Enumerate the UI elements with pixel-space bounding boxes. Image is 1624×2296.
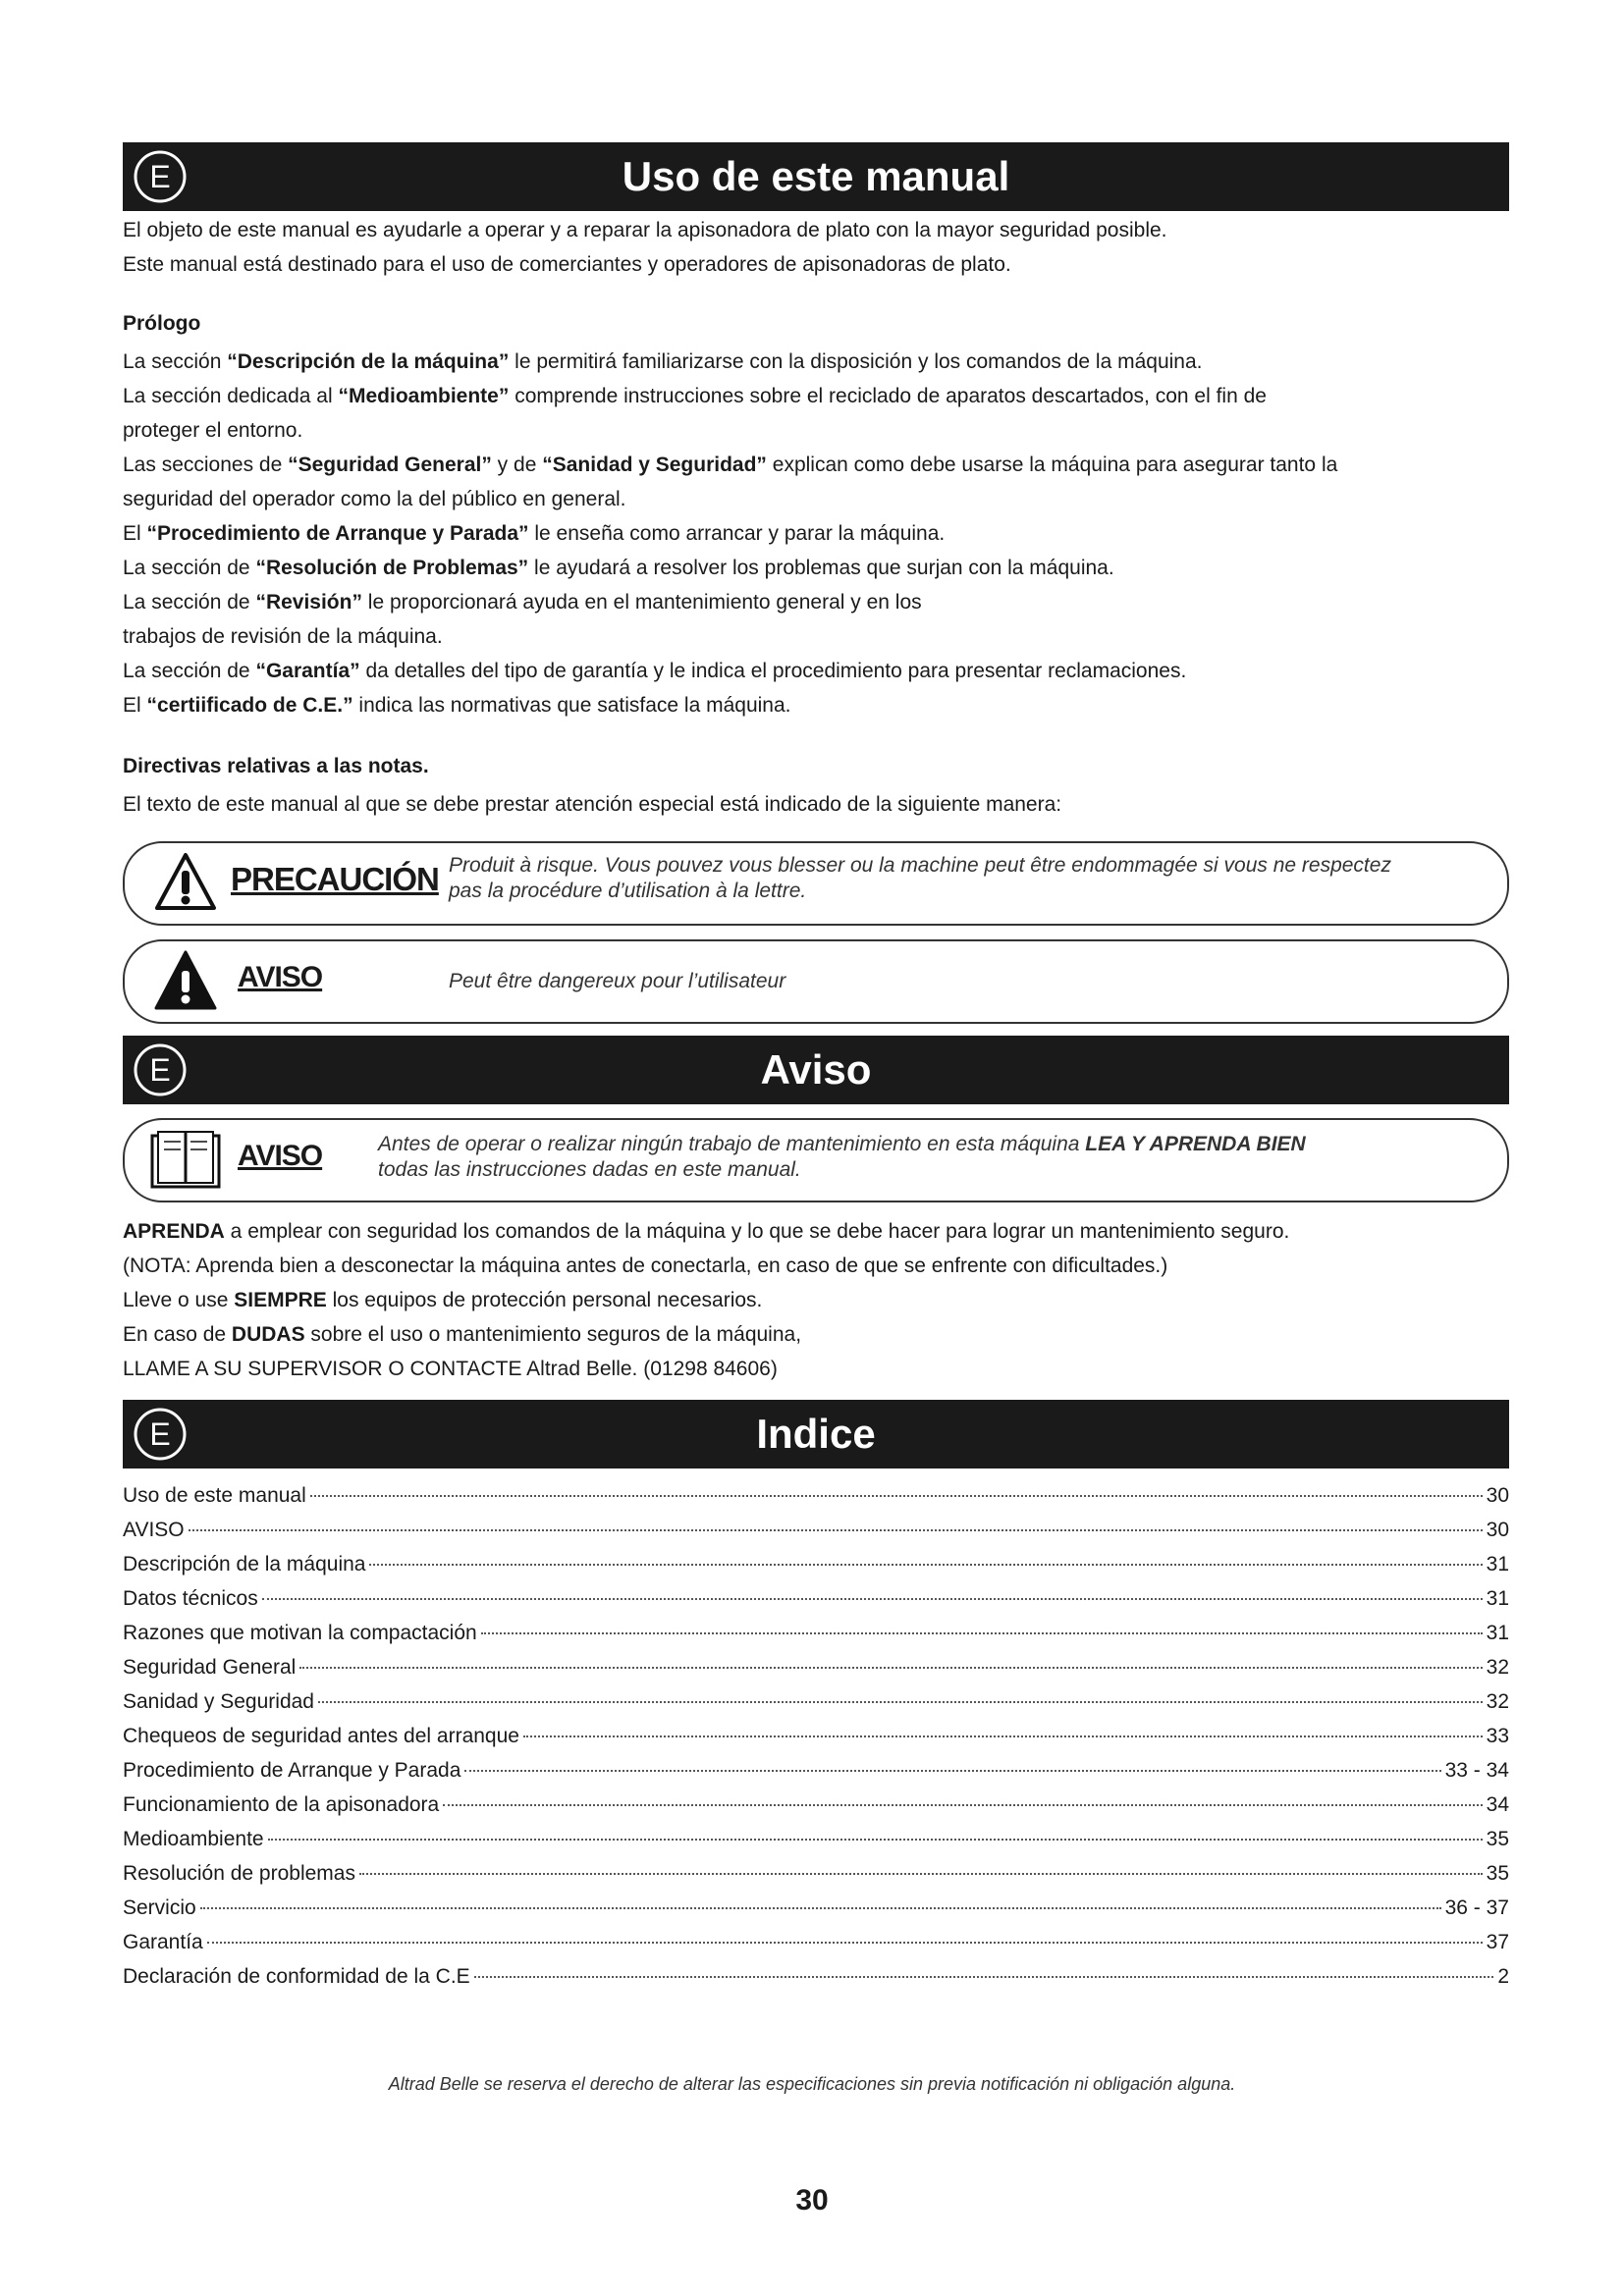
intro-text	[123, 213, 1509, 282]
toc-leader-dots	[268, 1839, 1483, 1841]
toc-entry-page: 2	[1497, 1965, 1509, 1988]
section-title-aviso: Aviso	[760, 1046, 872, 1093]
svg-text:E: E	[149, 159, 171, 194]
toc-entry	[123, 1513, 1509, 1547]
toc-entry	[123, 1856, 1509, 1891]
section-banner-aviso	[123, 1036, 1509, 1104]
prologue-line: seguridad del operador como la del público en general.	[123, 488, 626, 510]
toc-leader-dots	[318, 1701, 1483, 1703]
toc-entry-page: 34	[1486, 1793, 1509, 1816]
toc-entry	[123, 1891, 1509, 1925]
toc-entry-label: Garantía	[123, 1931, 203, 1953]
toc-entry-label: Chequeos de seguridad antes del arranque	[123, 1725, 519, 1747]
toc-entry-page: 32	[1486, 1656, 1509, 1679]
toc-entry-page: 35	[1486, 1862, 1509, 1885]
toc-entry	[123, 1719, 1509, 1753]
toc-leader-dots	[262, 1598, 1483, 1600]
toc-entry	[123, 1925, 1509, 1959]
toc-entry	[123, 1684, 1509, 1719]
prologue-line: trabajos de revisión de la máquina.	[123, 625, 443, 648]
table-of-contents	[123, 1478, 1509, 1994]
toc-entry-label: Datos técnicos	[123, 1587, 258, 1610]
aviso-line: Lleve o use SIEMPRE los equipos de protección personal necesarios.	[123, 1289, 763, 1311]
toc-entry	[123, 1478, 1509, 1513]
toc-entry-label: Uso de este manual	[123, 1484, 306, 1507]
toc-leader-dots	[464, 1770, 1440, 1772]
toc-entry	[123, 1547, 1509, 1581]
toc-leader-dots	[474, 1976, 1494, 1978]
toc-entry	[123, 1616, 1509, 1650]
intro-line: Este manual está destinado para el uso de comerciantes y operadores de apisonadoras de plato.	[123, 253, 1011, 276]
toc-entry-label: Servicio	[123, 1896, 196, 1919]
toc-entry-label: Funcionamiento de la apisonadora	[123, 1793, 440, 1816]
toc-entry	[123, 1753, 1509, 1788]
toc-entry-page: 30	[1486, 1519, 1509, 1541]
read-manual-label: AVISO	[238, 1140, 323, 1172]
warning-triangle-outline-icon	[154, 851, 217, 914]
warning-box	[123, 939, 1509, 1024]
toc-leader-dots	[369, 1564, 1482, 1566]
toc-entry-page: 31	[1486, 1622, 1509, 1644]
prologue-line: La sección de “Revisión” le proporcionará ayuda en el mantenimiento general y en los	[123, 591, 922, 614]
page-content	[123, 142, 1509, 1994]
toc-entry	[123, 1650, 1509, 1684]
directives-text: El texto de este manual al que se debe prestar atención especial está indicado de la siguiente manera:	[123, 793, 1062, 816]
toc-entry-label: Declaración de conformidad de la C.E	[123, 1965, 470, 1988]
prologue-line: La sección dedicada al “Medioambiente” comprende instrucciones sobre el reciclado de aparatos descartados, con el fin de	[123, 385, 1267, 407]
prologue-line: El “Procedimiento de Arranque y Parada” le enseña como arrancar y parar la máquina.	[123, 522, 946, 545]
toc-leader-dots	[189, 1529, 1483, 1531]
directives-heading: Directivas relativas a las notas.	[123, 755, 429, 777]
section-title-indice: Indice	[756, 1411, 876, 1457]
toc-leader-dots	[443, 1804, 1482, 1806]
toc-leader-dots	[200, 1907, 1441, 1909]
toc-leader-dots	[310, 1495, 1483, 1497]
warning-label: AVISO	[238, 961, 323, 993]
page-number: 30	[795, 2184, 829, 2216]
prologue-line: Las secciones de “Seguridad General” y de “Sanidad y Seguridad” explican como debe usarse la máquina para asegurar tanto la	[123, 454, 1338, 476]
toc-entry-label: AVISO	[123, 1519, 185, 1541]
toc-leader-dots	[481, 1632, 1483, 1634]
read-manual-text: Antes de operar o realizar ningún trabajo de mantenimiento en esta máquina LEA Y APRENDA BIEN todas las instrucciones dadas en este manual.	[378, 1133, 1306, 1181]
aviso-line: En caso de DUDAS sobre el uso o mantenimiento seguros de la máquina,	[123, 1323, 802, 1346]
prologue-line: La sección de “Resolución de Problemas” le ayudará a resolver los problemas que surjan con la máquina.	[123, 557, 1114, 579]
section-banner-indice	[123, 1400, 1509, 1468]
prologue-heading: Prólogo	[123, 312, 201, 335]
toc-entry-label: Procedimiento de Arranque y Parada	[123, 1759, 461, 1782]
toc-entry-label: Seguridad General	[123, 1656, 297, 1679]
toc-entry-page: 33 - 34	[1444, 1759, 1509, 1782]
toc-entry	[123, 1581, 1509, 1616]
toc-entry-label: Sanidad y Seguridad	[123, 1690, 314, 1713]
prologue-line: La sección de “Garantía” da detalles del tipo de garantía y le indica el procedimiento para presentar reclamaciones.	[123, 660, 1187, 682]
aviso-line: LLAME A SU SUPERVISOR O CONTACTE Altrad Belle. (01298 84606)	[123, 1358, 778, 1380]
section-banner-uso	[123, 142, 1509, 211]
section-title-uso: Uso de este manual	[622, 153, 1010, 199]
toc-entry-label: Medioambiente	[123, 1828, 264, 1850]
read-manual-box	[123, 1118, 1509, 1202]
intro-line: El objeto de este manual es ayudarle a operar y a reparar la apisonadora de plato con la mayor seguridad posible.	[123, 219, 1167, 241]
toc-entry-page: 33	[1486, 1725, 1509, 1747]
toc-entry-page: 30	[1486, 1484, 1509, 1507]
svg-text:E: E	[149, 1416, 171, 1452]
aviso-text	[123, 1214, 1509, 1386]
prologue-line: La sección “Descripción de la máquina” le permitirá familiarizarse con la disposición y los comandos de la máquina.	[123, 350, 1203, 373]
open-book-icon	[148, 1130, 223, 1191]
aviso-line: (NOTA: Aprenda bien a desconectar la máquina antes de conectarla, en caso de que se enfrente con dificultades.)	[123, 1255, 1168, 1277]
caution-box	[123, 841, 1509, 926]
toc-entry-page: 37	[1486, 1931, 1509, 1953]
toc-entry-label: Razones que motivan la compactación	[123, 1622, 477, 1644]
toc-entry-label: Resolución de problemas	[123, 1862, 355, 1885]
toc-entry-label: Descripción de la máquina	[123, 1553, 366, 1575]
toc-entry-page: 31	[1486, 1587, 1509, 1610]
toc-entry	[123, 1959, 1509, 1994]
toc-leader-dots	[523, 1735, 1483, 1737]
toc-entry-page: 32	[1486, 1690, 1509, 1713]
prologue-line: El “certiificado de C.E.” indica las normativas que satisface la máquina.	[123, 694, 791, 717]
warning-text: Peut être dangereux pour l’utilisateur	[449, 970, 786, 992]
caution-label: PRECAUCIÓN	[231, 861, 439, 897]
toc-leader-dots	[299, 1667, 1482, 1669]
toc-leader-dots	[207, 1942, 1483, 1944]
footer-note: Altrad Belle se reserva el derecho de alterar las especificaciones sin previa notificación ni obligación alguna.	[388, 2074, 1236, 2094]
toc-entry-page: 36 - 37	[1444, 1896, 1509, 1919]
svg-text:E: E	[149, 1052, 171, 1088]
caution-text: Produit à risque. Vous pouvez vous blesser ou la machine peut être endommagée si vous ne respectez pas la procédure d’utilisation à la lettre.	[449, 854, 1391, 902]
toc-entry	[123, 1788, 1509, 1822]
prologue-text	[123, 345, 1509, 722]
toc-entry-page: 35	[1486, 1828, 1509, 1850]
prologue-line: proteger el entorno.	[123, 419, 303, 442]
warning-triangle-filled-icon	[154, 949, 217, 1012]
toc-entry-page: 31	[1486, 1553, 1509, 1575]
toc-leader-dots	[359, 1873, 1483, 1875]
aviso-line: APRENDA a emplear con seguridad los comandos de la máquina y lo que se debe hacer para lograr un mantenimiento seguro.	[123, 1220, 1290, 1243]
toc-entry	[123, 1822, 1509, 1856]
